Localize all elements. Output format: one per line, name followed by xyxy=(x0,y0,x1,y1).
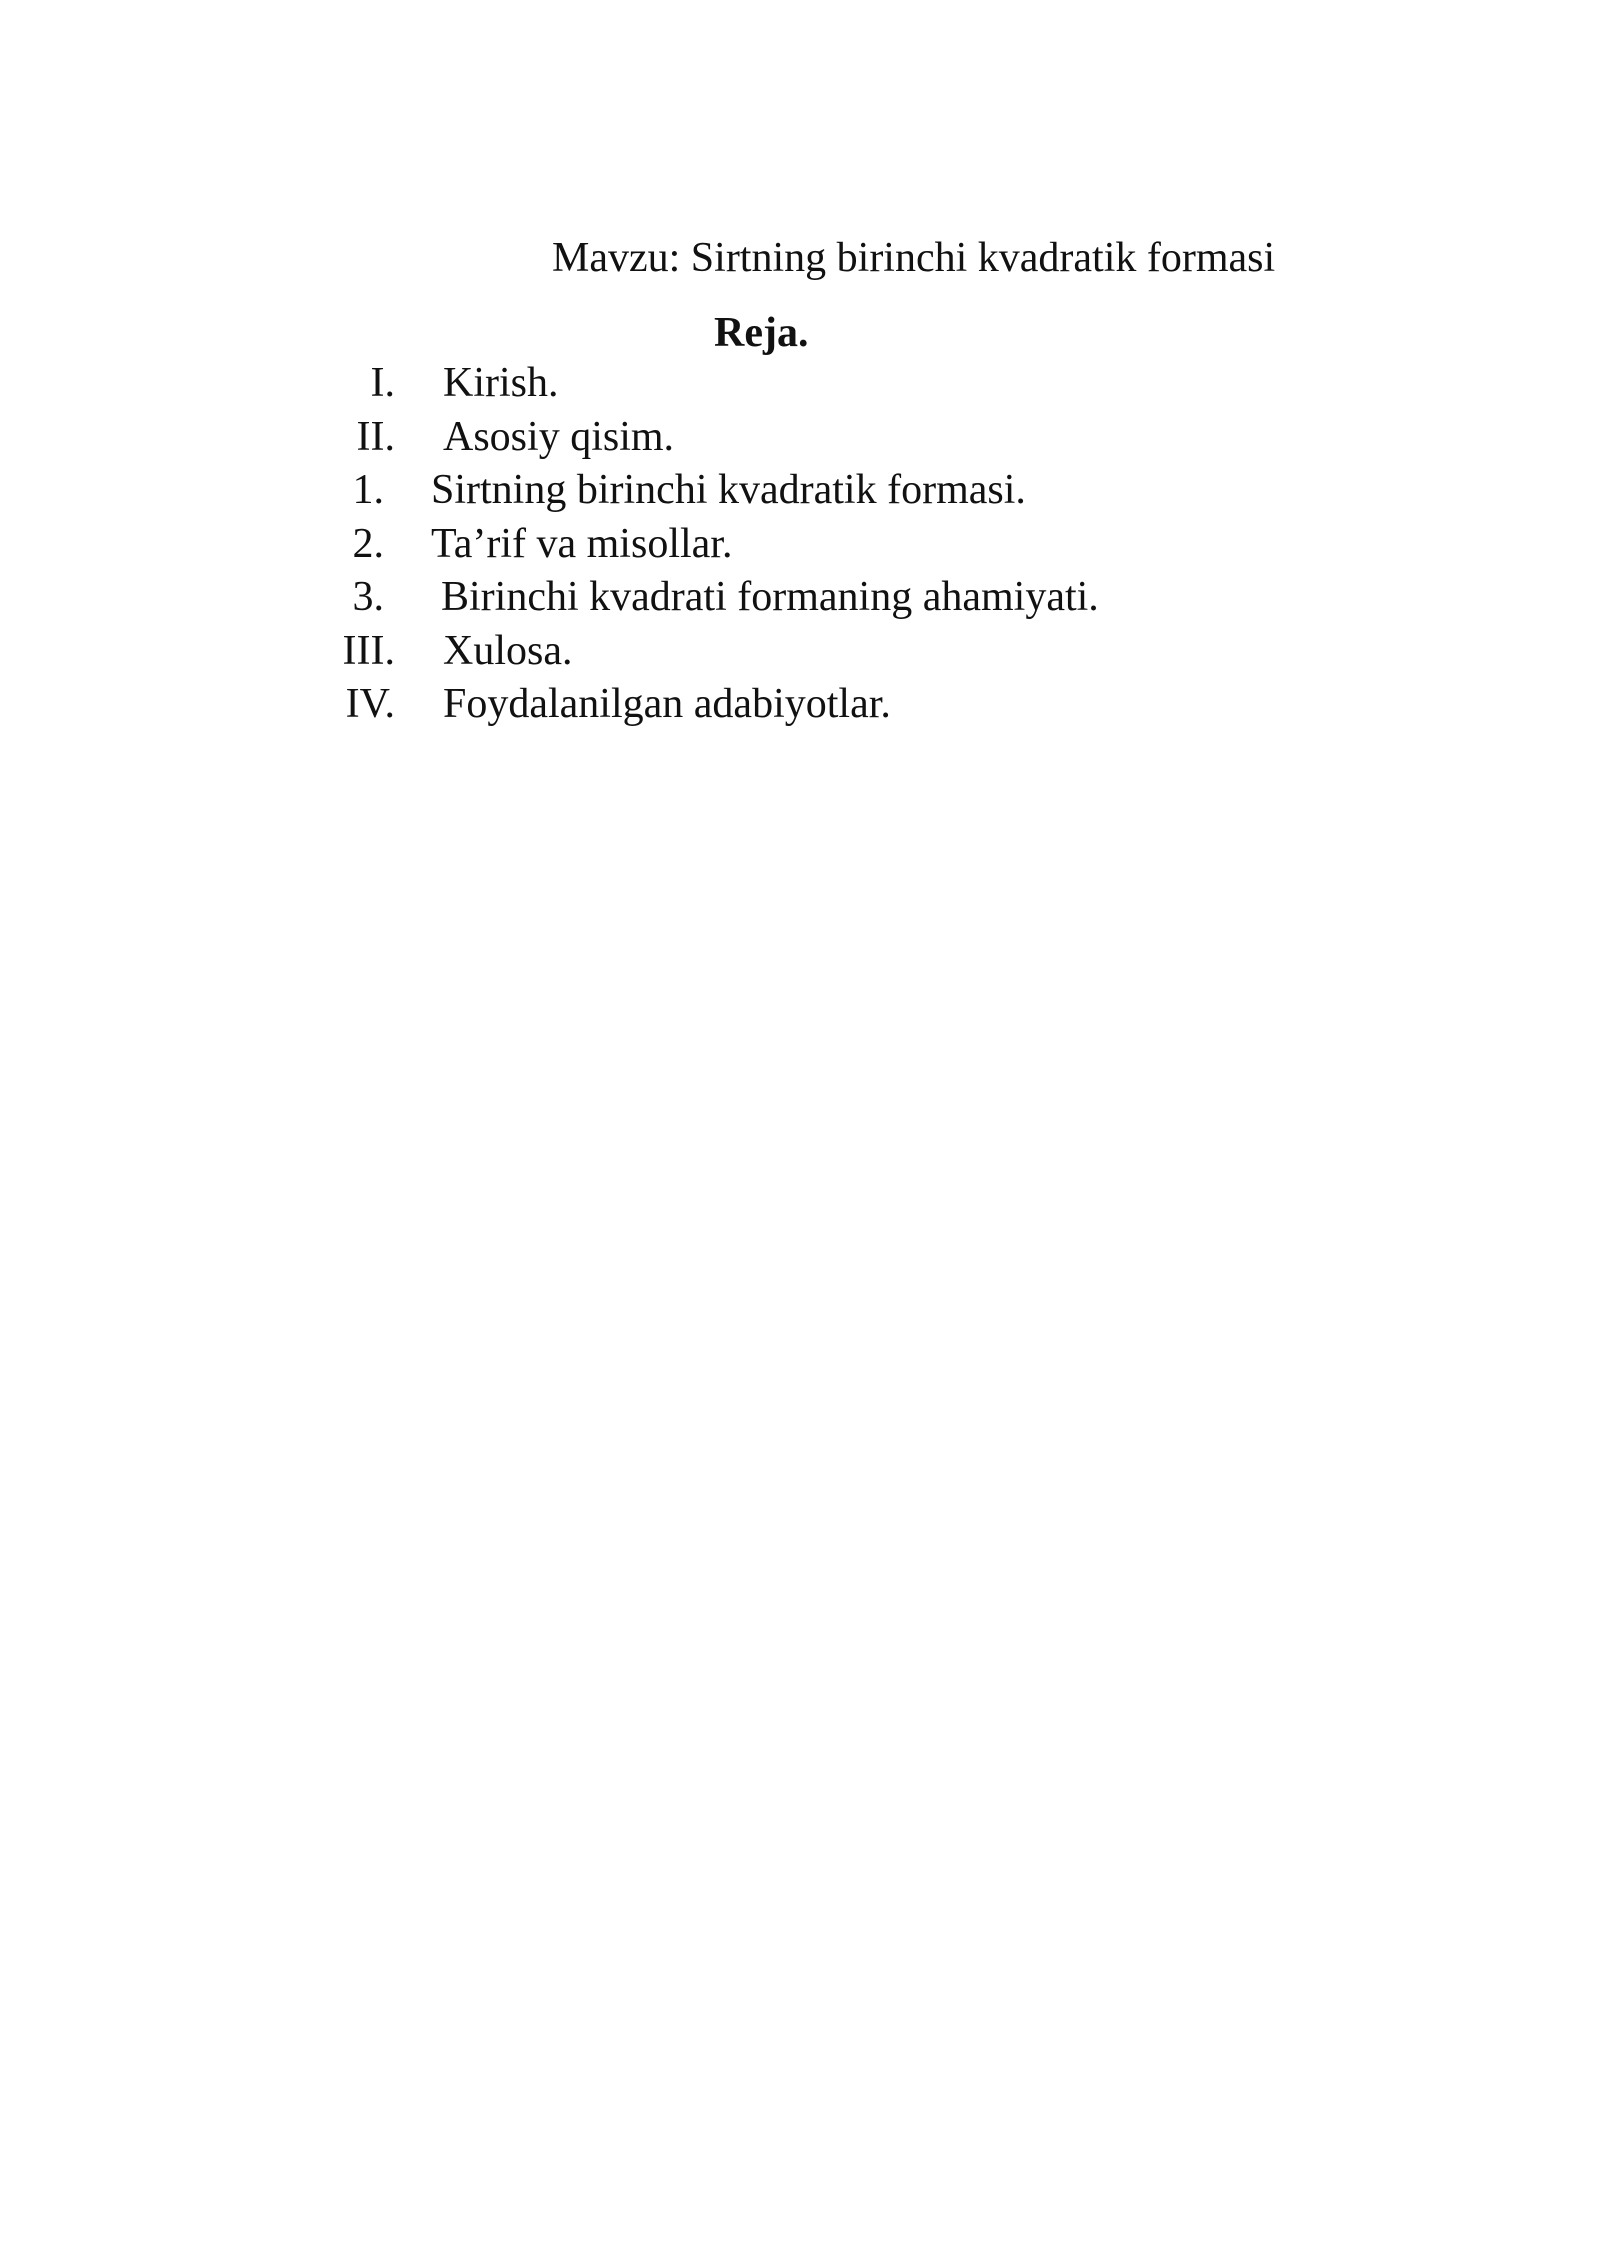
plan-item-number: 1. xyxy=(352,467,384,513)
plan-item-number: 3. xyxy=(352,574,384,620)
plan-item xyxy=(0,514,1600,568)
plan-item-text: Ta’rif va misollar. xyxy=(431,520,733,567)
topic-title: Mavzu: Sirtning birinchi kvadratik formasi xyxy=(552,235,1276,281)
plan-item-text: Asosiy qisim. xyxy=(443,413,675,460)
plan-list xyxy=(0,353,1600,728)
plan-item-text: Sirtning birinchi kvadratik formasi. xyxy=(431,467,1026,513)
plan-item xyxy=(0,407,1600,461)
plan-item-text: Kirish. xyxy=(443,360,559,406)
plan-item xyxy=(0,353,1600,407)
plan-item xyxy=(0,460,1600,514)
plan-item-number: III. xyxy=(342,627,395,674)
plan-item xyxy=(0,674,1600,728)
plan-item-number: II. xyxy=(356,413,395,460)
plan-item-number: 2. xyxy=(352,520,384,567)
plan-item xyxy=(0,621,1600,675)
plan-item-text: Foydalanilgan adabiyotlar. xyxy=(443,681,891,727)
plan-item xyxy=(0,567,1600,621)
plan-item-number: IV. xyxy=(345,681,395,727)
plan-item-number: I. xyxy=(370,360,395,406)
plan-item-text: Xulosa. xyxy=(443,627,573,674)
plan-item-text: Birinchi kvadrati formaning ahamiyati. xyxy=(441,574,1099,620)
plan-heading: Reja. xyxy=(714,310,809,356)
